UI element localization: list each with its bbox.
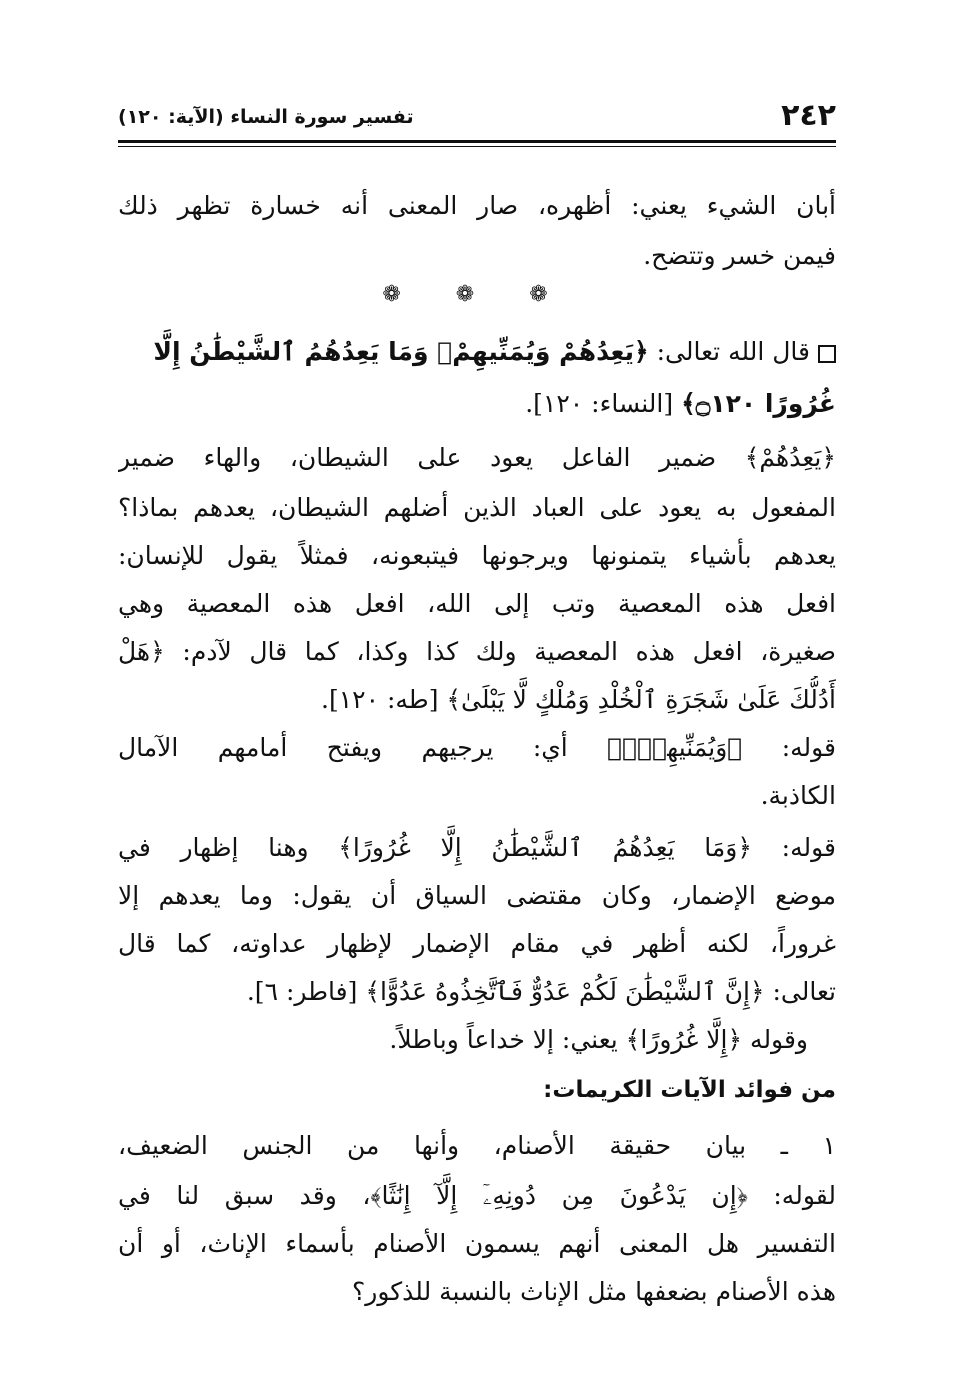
page-number: ٢٤٢ — [781, 98, 836, 133]
page-header — [118, 92, 836, 136]
header-rule-thin — [118, 146, 836, 147]
text-line: تعالى: ﴿إِنَّ ٱلشَّيْطَٰنَ لَكُمْ عَدُوٌّ فَٱتَّخِذُوهُ عَدُوًّا﴾ [فاطر: ٦]. — [246, 977, 836, 1006]
text-line: افعل هذه المعصية وتب إلى الله، افعل هذه المعصية وهي — [118, 589, 836, 618]
text-line: التفسير هل المعنى أنهم يسمون الأصنام بأسماء الإناث، أو أن — [118, 1229, 836, 1258]
text-line: يعدهم بأشياء يتمنونها ويرجونها فيتبعونه، فمثلاً يقول للإنسان: — [118, 541, 836, 570]
text-line: موضع الإضمار، وكان مقتضى السياق أن يقول: وما يعدهم إلا — [118, 881, 836, 910]
text-line: هذه الأصنام بضعفها مثل الإناث بالنسبة للذكور؟ — [352, 1277, 836, 1306]
text-line: أبان الشيء يعني: أظهره، صار المعنى أنه خسارة تظهر ذلك — [118, 191, 836, 220]
text-line: قوله: ﴿وَمَا يَعِدُهُمُ ٱلشَّيْطَٰنُ إِلَّا غُرُورًا﴾ وهنا إظهار في — [118, 833, 836, 862]
verse-intro-line — [118, 328, 836, 376]
text-line: ١ ـ بيان حقيقة الأصنام، وأنها من الجنس الضعيف، — [118, 1131, 836, 1160]
text-line: قوله: ﴿وَيُمَنِّيهِمْۖ﴾ أي: يرجيهم ويفتح أمامهم الآمال — [118, 733, 836, 762]
quran-verse: غُرُورًا ۝١٢٠﴾ — [681, 389, 836, 418]
quran-verse: ﴿يَعِدُهُمْ وَيُمَنِّيهِمْۖ وَمَا يَعِدُهُمُ ٱلشَّيْطَٰنُ إِلَّا — [153, 337, 649, 366]
running-title: تفسير سورة النساء (الآية: ١٢٠) — [118, 106, 414, 128]
text-line: وقوله ﴿إِلَّا غُرُورًا﴾ يعني: إلا خداعاً وباطلاً. — [389, 1025, 808, 1054]
text-line: المفعول به يعود على العباد الذين أضلهم الشيطان، يعدهم بماذا؟ — [118, 493, 836, 522]
text-line: فيمن خسر وتتضح. — [643, 241, 836, 270]
square-bullet-icon — [818, 345, 836, 363]
text-line: غروراً، لكنه أظهر في مقام الإضمار لإظهار عداوته، كما قال — [118, 929, 836, 958]
text-line: لقوله: ﴿إِن يَدْعُونَ مِن دُونِهِۦٓ إِلَّآ إِنَٰثًا﴾، وقد سبق لنا في — [118, 1181, 836, 1210]
header-rule-thick — [118, 140, 836, 143]
section-heading: من فوائد الآيات الكريمات: — [543, 1077, 836, 1103]
verse-intro-prefix: قال الله تعالى: — [648, 337, 810, 366]
verse-reference: [النساء: ١٢٠]. — [525, 389, 682, 418]
section-divider-ornaments: ❁ ❁ ❁ — [382, 282, 572, 307]
text-line: صغيرة، افعل هذه المعصية ولك كذا وكذا، كما قال لآدم: ﴿هَلْ — [118, 637, 836, 666]
text-line: أَدُلُّكَ عَلَىٰ شَجَرَةِ ٱلْخُلْدِ وَمُلْكٍ لَّا يَبْلَىٰ﴾ [طه: ١٢٠]. — [321, 685, 836, 714]
text-line: الكاذبة. — [760, 781, 836, 810]
text-line: ﴿يَعِدُهُمْ﴾ ضمير الفاعل يعود على الشيطان، والهاء ضمير — [118, 443, 836, 472]
verse-intro-line — [118, 380, 836, 428]
